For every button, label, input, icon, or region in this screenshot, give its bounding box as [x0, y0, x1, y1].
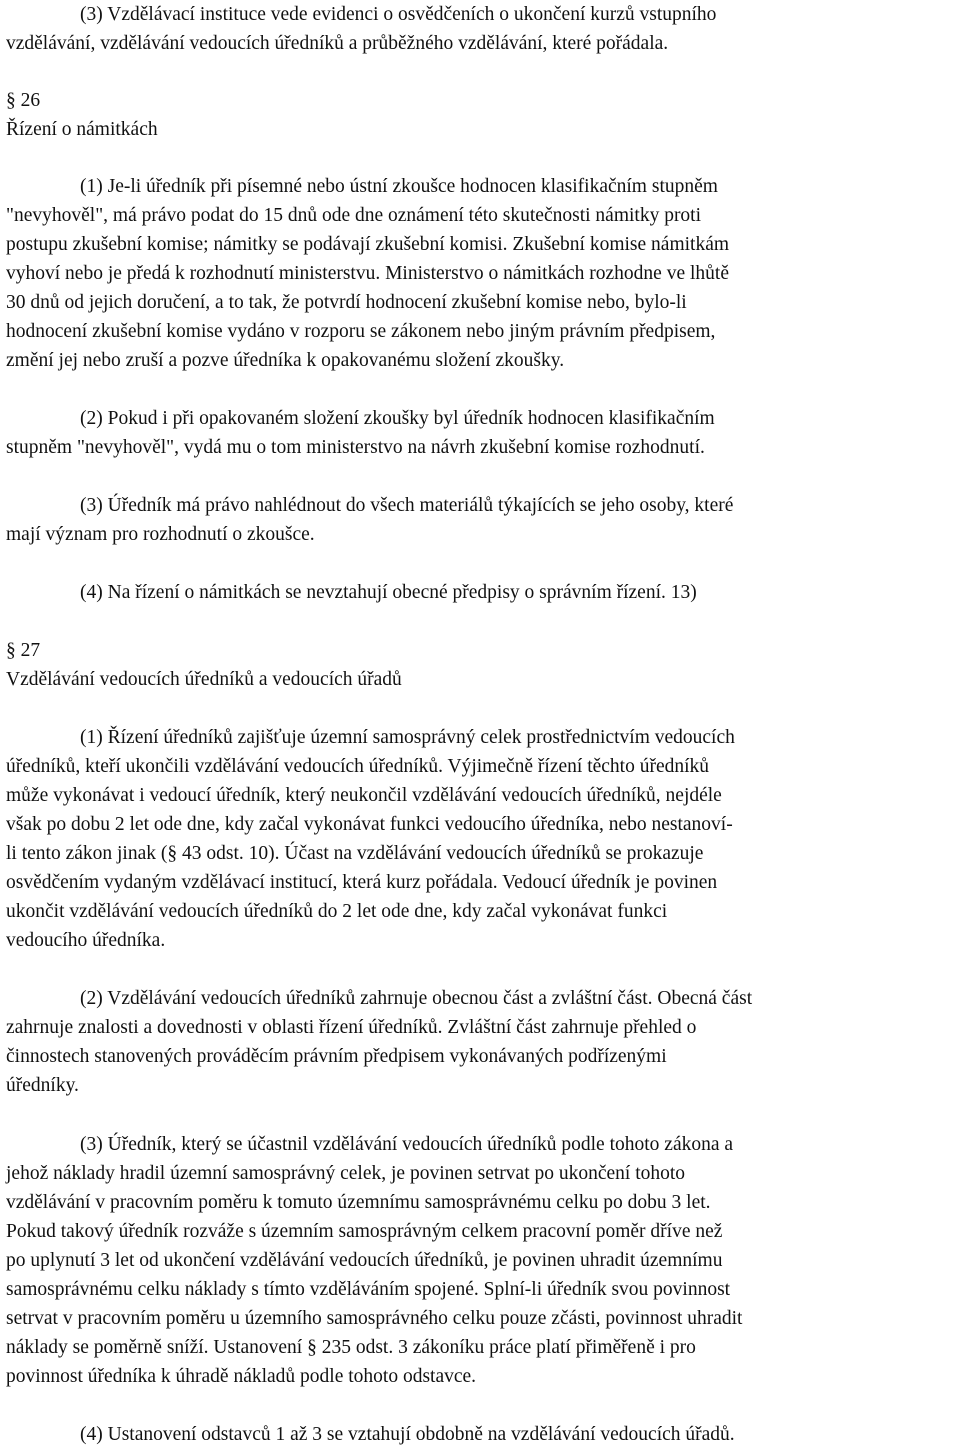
paragraph-line: (2) Vzdělávání vedoucích úředníků zahrnuje obecnou část a zvláštní část. Obecná část	[80, 988, 753, 1009]
paragraph-line: činnostech stanovených prováděcím právním předpisem vykonávaných podřízenými	[6, 1046, 667, 1067]
paragraph-line: 30 dnů od jejich doručení, a to tak, že potvrdí hodnocení zkušební komise nebo, bylo-li	[6, 292, 687, 313]
paragraph-line: povinnost úředníka k úhradě nákladů podle tohoto odstavce.	[6, 1366, 477, 1387]
paragraph-line: (1) Je-li úředník při písemné nebo ústní zkoušce hodnocen klasifikačním stupněm	[80, 176, 718, 197]
paragraph-line: Pokud takový úředník rozváže s územním samosprávným celkem pracovní poměr dříve než	[6, 1221, 723, 1242]
paragraph-line: vedoucího úředníka.	[6, 930, 166, 951]
paragraph-line: postupu zkušební komise; námitky se podávají zkušební komisi. Zkušební komise námitkám	[6, 234, 730, 255]
paragraph-line: (3) Úředník má právo nahlédnout do všech materiálů týkajících se jeho osoby, které	[80, 495, 734, 516]
intro-line: (3) Vzdělávací instituce vede evidenci o osvědčeních o ukončení kurzů vstupního	[80, 4, 717, 25]
paragraph-line: jehož náklady hradil územní samosprávný celek, je povinen setrvat po ukončení tohoto	[6, 1163, 686, 1184]
paragraph-line: (1) Řízení úředníků zajišťuje územní samosprávný celek prostřednictvím vedoucích	[80, 727, 735, 748]
paragraph-line: hodnocení zkušební komise vydáno v rozporu se zákonem nebo jiným právním předpisem,	[6, 321, 716, 342]
paragraph-line: osvědčením vydaným vzdělávací institucí, která kurz pořádala. Vedoucí úředník je povinen	[6, 872, 718, 893]
paragraph-line: úředníků, kteří ukončili vzdělávání vedoucích úředníků. Výjimečně řízení těchto úředníků	[6, 756, 710, 777]
paragraph-line: setrvat v pracovním poměru u územního samosprávného celku pouze zčásti, povinnost uhradit	[6, 1308, 743, 1329]
paragraph-line: li tento zákon jinak (§ 43 odst. 10). Účast na vzdělávání vedoucích úředníků se prokazuje	[6, 843, 704, 864]
paragraph-line: "nevyhověl", má právo podat do 15 dnů ode dne oznámení této skutečnosti námitky proti	[6, 205, 702, 226]
paragraph-line: (4) Ustanovení odstavců 1 až 3 se vztahují obdobně na vzdělávání vedoucích úřadů.	[80, 1424, 735, 1445]
paragraph-line: ukončit vzdělávání vedoucích úředníků do 2 let ode dne, kdy začal vykonávat funkci	[6, 901, 668, 922]
paragraph-line: stupněm "nevyhověl", vydá mu o tom ministerstvo na návrh zkušební komise rozhodnutí.	[6, 437, 705, 458]
intro-line: vzdělávání, vzdělávání vedoucích úředníků a průběžného vzdělávání, které pořádala.	[6, 33, 669, 54]
paragraph-line: mají význam pro rozhodnutí o zkoušce.	[6, 524, 315, 545]
paragraph-line: po uplynutí 3 let od ukončení vzdělávání vedoucích úředníků, je povinen uhradit územnímu	[6, 1250, 723, 1271]
paragraph-line: náklady se poměrně sníží. Ustanovení § 235 odst. 3 zákoníku práce platí přiměřeně i pro	[6, 1337, 696, 1358]
paragraph-line: vzdělávání v pracovním poměru k tomuto územnímu samosprávnému celku po dobu 3 let.	[6, 1192, 711, 1213]
paragraph-line: (2) Pokud i při opakovaném složení zkoušky byl úředník hodnocen klasifikačním	[80, 408, 715, 429]
section-26-number: § 26	[6, 90, 41, 111]
paragraph-line: zahrnuje znalosti a dovednosti v oblasti řízení úředníků. Zvláštní část zahrnuje přehled o	[6, 1017, 697, 1038]
paragraph-line: může vykonávat i vedoucí úředník, který neukončil vzdělávání vedoucích úředníků, nejdéle	[6, 785, 722, 806]
section-27-number: § 27	[6, 640, 41, 661]
paragraph-line: samosprávnému celku náklady s tímto vzděláváním spojené. Splní-li úředník svou povinnost	[6, 1279, 731, 1300]
paragraph-line: změní jej nebo zruší a pozve úředníka k opakovanému složení zkoušky.	[6, 350, 565, 371]
paragraph-line: úředníky.	[6, 1075, 79, 1096]
section-27-title: Vzdělávání vedoucích úředníků a vedoucích úřadů	[6, 669, 402, 690]
paragraph-line: vyhoví nebo je předá k rozhodnutí ministerstvu. Ministerstvo o námitkách rozhodne ve lhůtě	[6, 263, 729, 284]
section-26-title: Řízení o námitkách	[6, 119, 158, 140]
paragraph-line: (4) Na řízení o námitkách se nevztahují obecné předpisy o správním řízení. 13)	[80, 582, 697, 603]
paragraph-line: (3) Úředník, který se účastnil vzdělávání vedoucích úředníků podle tohoto zákona a	[80, 1134, 734, 1155]
paragraph-line: však po dobu 2 let ode dne, kdy začal vykonávat funkci vedoucího úředníka, nebo nestanoví-	[6, 814, 733, 835]
